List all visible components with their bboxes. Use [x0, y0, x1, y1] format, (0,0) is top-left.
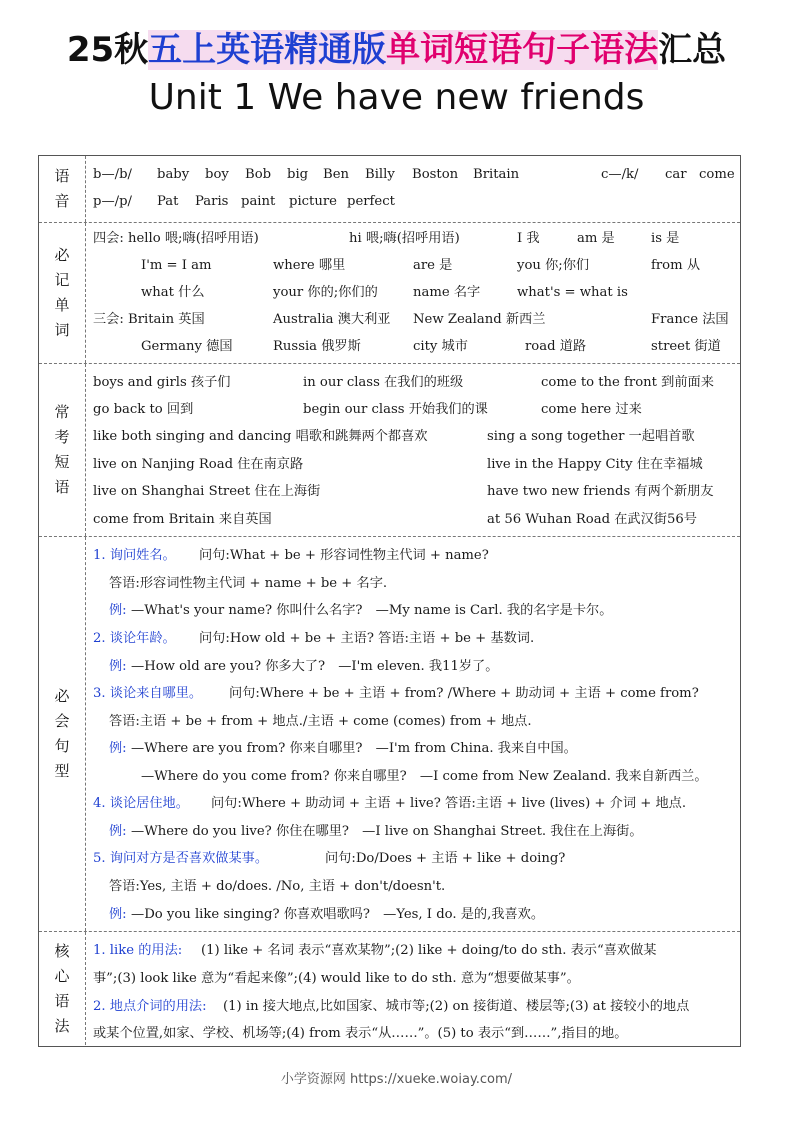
unit-title: Unit 1 We have new friends: [148, 77, 645, 118]
sentences-label: 必会句型: [39, 537, 86, 931]
sentence-head: 4. 谈论居住地。: [93, 796, 189, 811]
title-part2: 五上英语精通版: [148, 30, 387, 70]
words-section: 必记单词 四会: hello 喂;嗨(招呼用语) hi 喂;嗨(招呼用语) I 我 am 是 is 是 I'm = I am where 哪里 are 是 you 你;你们 from 从 what 什么 your 你的;你们的 name 名字 what's = what is 三会: Britain 英国 Australia 澳大利亚 New Zealand 新西兰 France 法国 Germany 德国 Russia 俄罗斯 city 城市 road 道路 street 街道: [39, 223, 740, 364]
phonics-b: b—/b/: [93, 167, 132, 182]
title-part1: 25秋: [66, 30, 149, 70]
phrases-section: 常考短语 boys and girls 孩子们 in our class 在我们的班级 come to the front 到前面来 go back to 回到 begin our class 开始我们的课 come here 过来 like both singing and dancing 唱歌和跳舞两个都喜欢 sing a song together 一起唱首歌 live on Nanjing Road 住在南京路 live in the Happy City 住在幸福城 live on Shanghai Street 住在上海街 have two new friends 有两个新朋友 come from Britain 来自英国 at 56 Wuhan Road 在武汉街56号: [39, 364, 740, 537]
sentence-head: 2. 谈论年龄。: [93, 631, 176, 646]
title-part4: 汇总: [658, 30, 727, 70]
sentence-head: 1. 询问姓名。: [93, 548, 176, 563]
phonics-c: c—/k/: [601, 167, 639, 182]
sentence-head: 3. 谈论来自哪里。: [93, 686, 203, 701]
words-label: 必记单词: [39, 223, 86, 363]
grammar-label: 核心语法: [39, 932, 86, 1045]
phonics-p: p—/p/: [93, 194, 132, 209]
phrases-label: 常考短语: [39, 364, 86, 536]
sentence-head: 5. 询问对方是否喜欢做某事。: [93, 851, 269, 866]
grammar-head: 1. like 的用法:: [93, 943, 183, 958]
phonics-section: 语音 b—/b/ baby boy Bob big Ben Billy Boston Britain c—/k/ car come p—/p/ Pat Paris paint picture perfect: [39, 156, 740, 223]
grammar-section: 核心语法 1. like 的用法: (1) like + 名词 表示“喜欢某物”;(2) like + doing/to do sth. 表示“喜欢做某 事”;(3) look like 意为“看起来像”;(4) would like to do sth. 意为“想要做某事”。 2. 地点介词的用法: (1) in 接大地点,比如国家、城市等;(2) on 接街道、楼层等;(3) at 接较小的地点 或某个位置,如家、学校、机场等;(4) from 表示“从……”。(5) to 表示“到……”,指目的地。: [39, 932, 740, 1045]
phonics-label: 语音: [39, 156, 86, 222]
title-part3: 单词短语句子语法: [386, 30, 659, 70]
page-title: [0, 28, 793, 72]
grammar-head: 2. 地点介词的用法:: [93, 999, 207, 1014]
sentences-section: 必会句型 1. 询问姓名。 问句:What + be + 形容词性物主代词 + name? 答语:形容词性物主代词 + name + be + 名字. 例: —What's your name? 你叫什么名字? —My name is Carl. 我的名字是卡尔。 2. 谈论年龄。 问句:How old + be + 主语? 答语:主语 + be + 基数词. 例: —How old are you? 你多大了? —I'm eleven. 我11岁了。 3. 谈论来自哪里。 问句:Where + be + 主语 + from? /Where + 助动词 + 主语 + come from? 答语:主语 + be + from + 地点./主语 + come (comes) from + 地点. 例: —Where are you from? 你来自哪里? —I'm from China. 我来自中国。 —Where do you come from? 你来自哪里? —I come from New Zealand. 我来自新西兰。 4. 谈论居住地。 问句:Where + 助动词 + 主语 + live? 答语:主语 + live (lives) + 介词 + 地点. 例: —Where do you live? 你住在哪里? —I live on Shanghai Street. 我住在上海街。 5. 询问对方是否喜欢做某事。 问句:Do/Does + 主语 + like + doing? 答语:Yes, 主语 + do/does. /No, 主语 + don't/doesn't. 例: —Do you like singing? 你喜欢唱歌吗? —Yes, I do. 是的,我喜欢。: [39, 537, 740, 932]
summary-table: [38, 155, 741, 1047]
footer-link[interactable]: 小学资源网 https://xueke.woiay.com/: [280, 1072, 513, 1087]
